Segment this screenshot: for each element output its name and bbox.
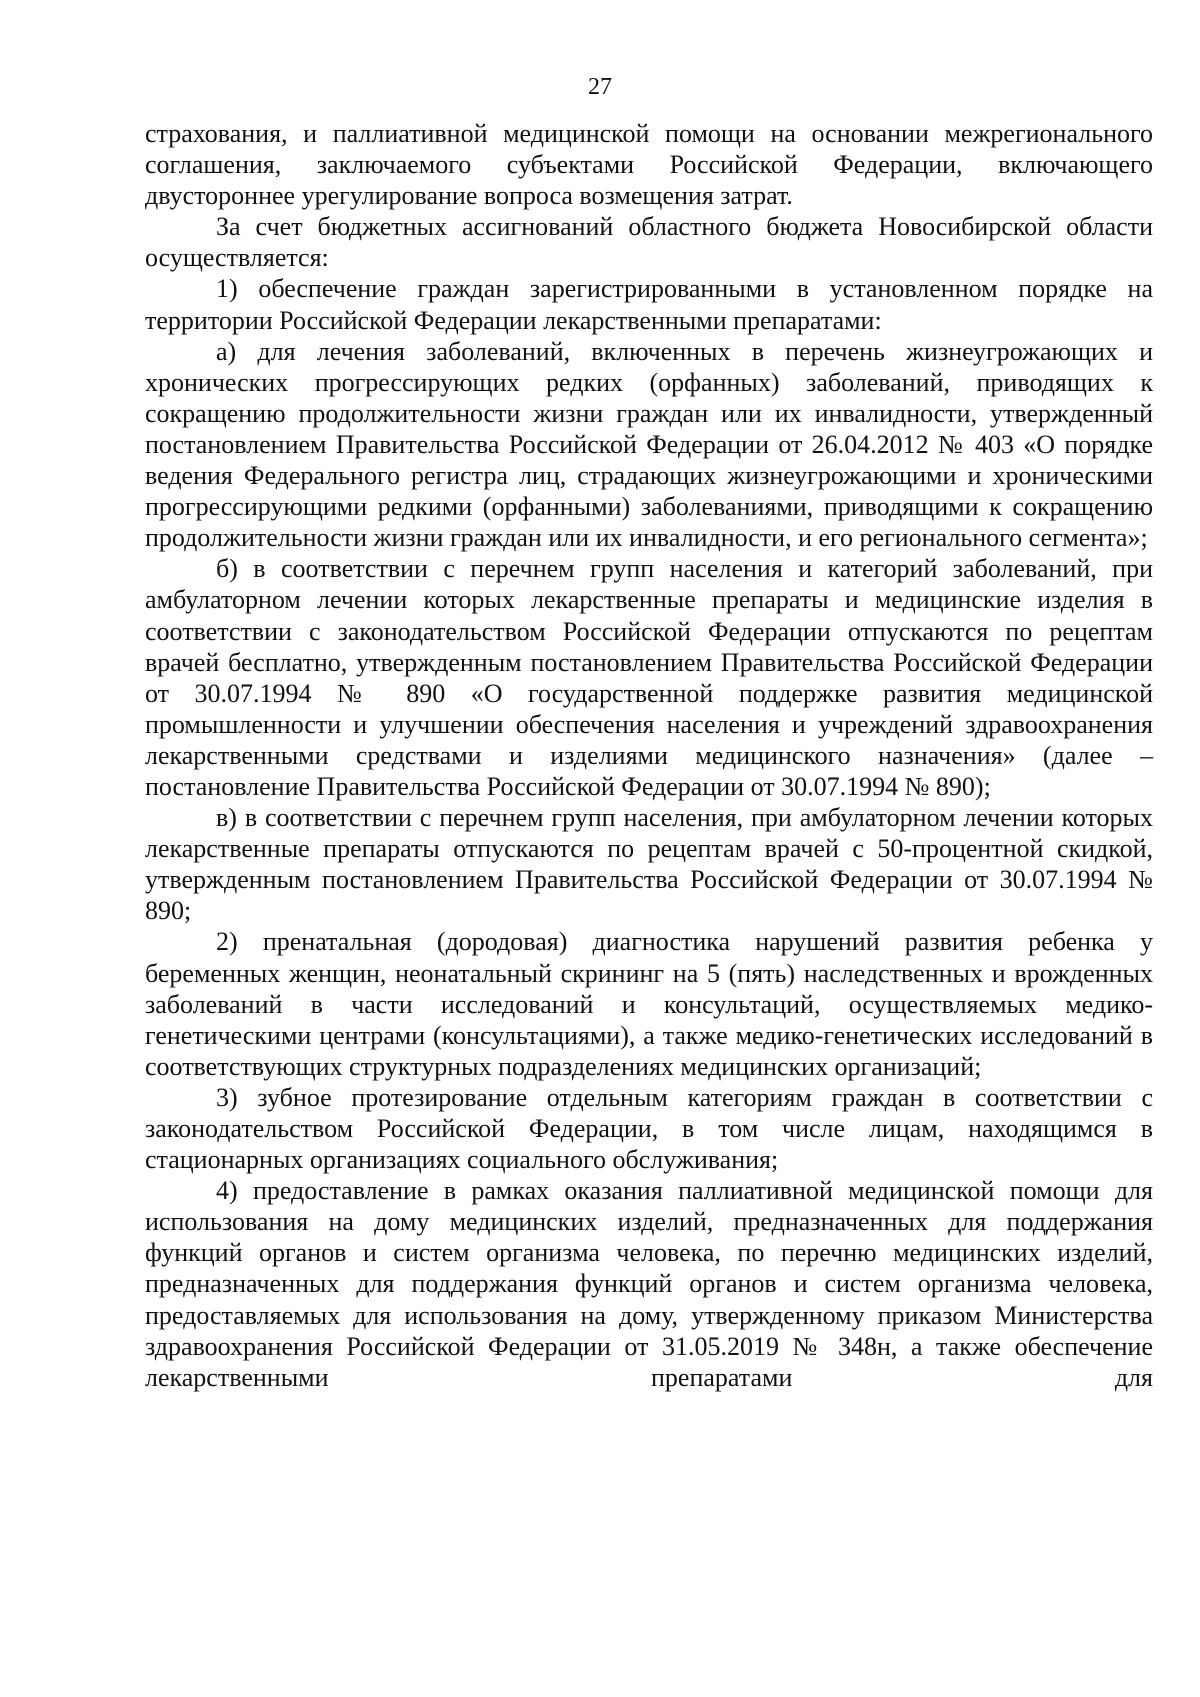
paragraph-item-3: 3) зубное протезирование отдельным категориям граждан в соответствии с законодательством Российской Федерации, в том числе лицам, находящимся в стационарных организациях социального обслуживания; xyxy=(145,1082,1153,1175)
paragraph-item-1v: в) в соответствии с перечнем групп населения, при амбулаторном лечении которых лекарственные препараты отпускаются по рецептам врачей с 50-процентной скидкой, утвержденным постановлением Правительства Российской Федерации от 30.07.1994 № 890; xyxy=(145,803,1153,926)
paragraph-budget-intro: За счет бюджетных ассигнований областного бюджета Новосибирской области осуществляется: xyxy=(145,212,1153,273)
paragraph-item-1: 1) обеспечение граждан зарегистрированными в установленном порядке на территории Российской Федерации лекарственными препаратами: xyxy=(145,274,1153,335)
paragraph-item-4: 4) предоставление в рамках оказания паллиативной медицинской помощи для использования на дому медицинских изделий, предназначенных для поддержания функций органов и систем организма человека, по перечню медицинских изделий, предназначенных для поддержания функций органов и систем организма человека, предоставляемых для использования на дому, утвержденному приказом Министерства здравоохранения Российской Федерации от 31.05.2019 № 348н, а также обеспечение лекарственными препаратами для xyxy=(145,1176,1153,1392)
paragraph-item-2: 2) пренатальная (дородовая) диагностика нарушений развития ребенка у беременных женщин, неонатальный скрининг на 5 (пять) наследственных и врожденных заболеваний в части исследований и консультаций, осуществляемых медико-генетическими центрами (консультациями), а также медико-генетических исследований в соответствующих структурных подразделениях медицинских организаций; xyxy=(145,927,1153,1081)
document-body xyxy=(145,118,1153,1393)
paragraph-item-1b: б) в соответствии с перечнем групп населения и категорий заболеваний, при амбулаторном лечении которых лекарственные препараты и медицинские изделия в соответствии с законодательством Российской Федерации отпускаются по рецептам врачей бесплатно, утвержденным постановлением Правительства Российской Федерации от 30.07.1994 № 890 «О государственной поддержке развития медицинской промышленности и улучшении обеспечения населения и учреждений здравоохранения лекарственными средствами и изделиями медицинского назначения» (далее – постановление Правительства Российской Федерации от 30.07.1994 № 890); xyxy=(145,554,1153,801)
paragraph-item-1a: а) для лечения заболеваний, включенных в перечень жизнеугрожающих и хронических прогрессирующих редких (орфанных) заболеваний, приводящих к сокращению продолжительности жизни граждан или их инвалидности, утвержденный постановлением Правительства Российской Федерации от 26.04.2012 № 403 «О порядке ведения Федерального регистра лиц, страдающих жизнеугрожающими и хроническими прогрессирующими редкими (орфанными) заболеваниями, приводящими к сокращению продолжительности жизни граждан или их инвалидности, и его регионального сегмента»; xyxy=(145,336,1153,553)
paragraph-continuation: страхования, и паллиативной медицинской помощи на основании межрегионального соглашения, заключаемого субъектами Российской Федерации, включающего двустороннее урегулирование вопроса возмещения затрат. xyxy=(145,119,1153,211)
page-number: 27 xyxy=(588,74,612,100)
